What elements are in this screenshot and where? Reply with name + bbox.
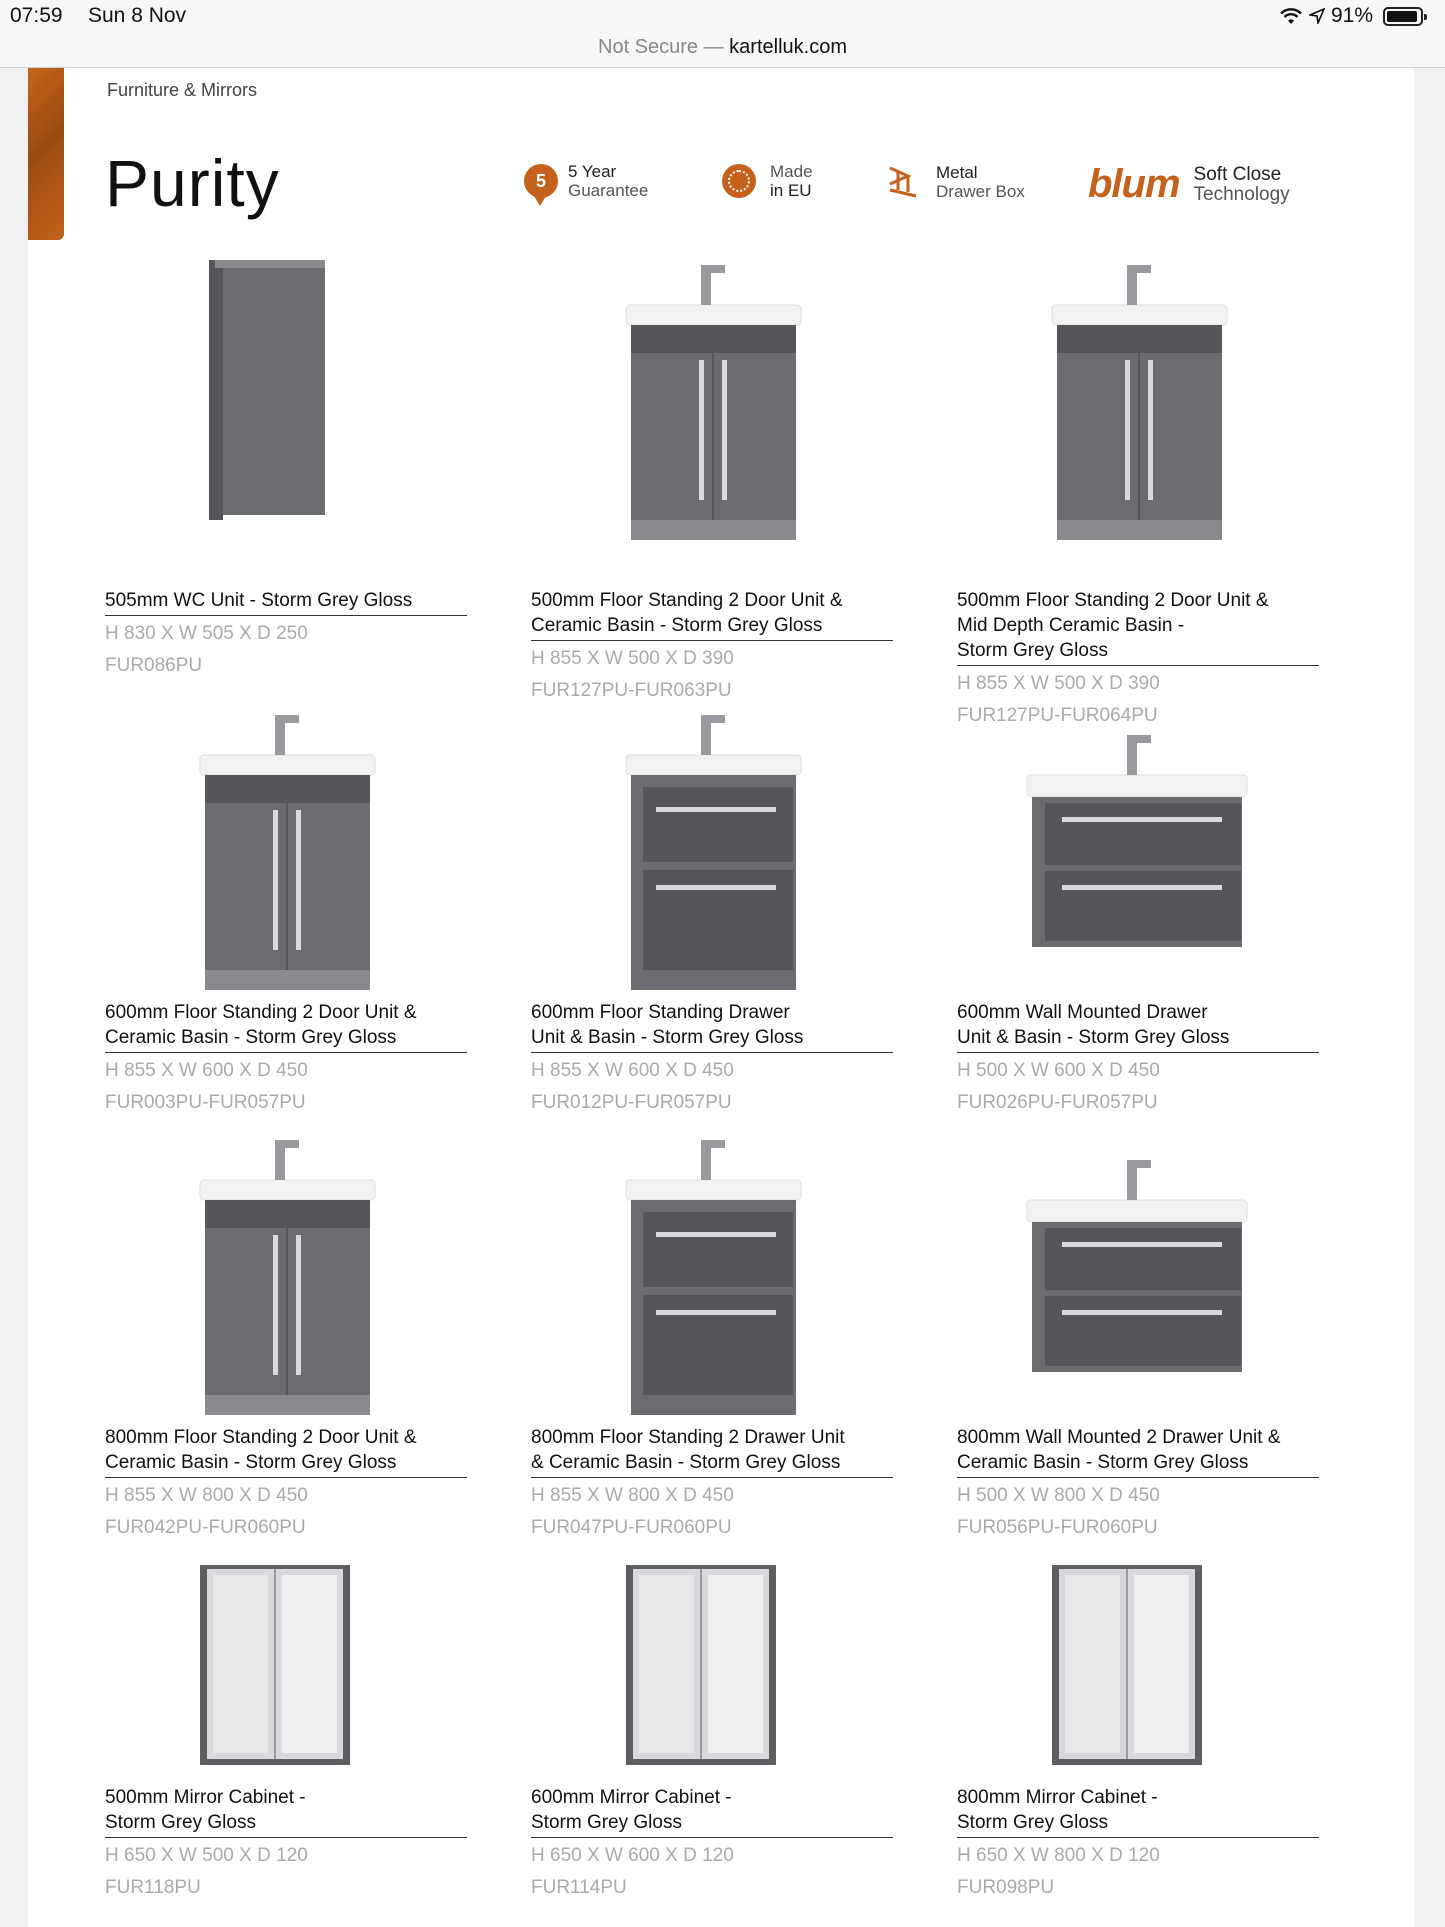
feature-guarantee-line1: 5 Year [568, 162, 617, 181]
location-icon [1309, 8, 1325, 24]
product-dimensions: H 855 X W 800 X D 450 [531, 1485, 734, 1506]
product-name[interactable] [957, 1425, 1319, 1478]
feature-softclose-line1: Soft Close [1193, 163, 1282, 185]
product-name-line: 800mm Mirror Cabinet - [957, 1787, 1158, 1808]
product-name[interactable] [531, 1000, 893, 1053]
product-name-line: 800mm Floor Standing 2 Door Unit & [105, 1427, 417, 1448]
orange-page-tab [28, 68, 64, 240]
product-dimensions: H 855 X W 600 X D 450 [105, 1060, 308, 1081]
product-image[interactable] [105, 245, 467, 580]
breadcrumb: Furniture & Mirrors [107, 80, 258, 100]
product-name-line: 800mm Wall Mounted 2 Drawer Unit & [957, 1427, 1281, 1448]
product-dimensions: H 855 X W 600 X D 450 [531, 1060, 734, 1081]
five-year-badge-icon: 5 [524, 164, 558, 198]
product-code: FUR127PU-FUR063PU [531, 680, 732, 701]
product-name-line: Storm Grey Gloss [957, 640, 1108, 661]
product-name[interactable] [531, 1425, 893, 1478]
product-code: FUR118PU [105, 1877, 201, 1898]
battery-icon [1383, 7, 1423, 26]
product-code: FUR056PU-FUR060PU [957, 1517, 1158, 1538]
product-code: FUR114PU [531, 1877, 627, 1898]
product-image[interactable] [957, 1555, 1319, 1780]
product-dimensions: H 650 X W 600 X D 120 [531, 1845, 734, 1866]
product-name-line: Storm Grey Gloss [105, 1812, 256, 1833]
wifi-icon [1279, 7, 1303, 25]
product-name[interactable] [105, 1425, 467, 1478]
product-name[interactable] [957, 588, 1319, 666]
address-bar[interactable] [0, 34, 1445, 68]
product-name-line: 600mm Wall Mounted Drawer [957, 1002, 1208, 1023]
product-name-line: Ceramic Basin - Storm Grey Gloss [105, 1027, 397, 1048]
feature-metal-line1: Metal [936, 163, 978, 182]
product-name-line: 500mm Floor Standing 2 Door Unit & [957, 590, 1269, 611]
not-secure-label: Not Secure — [598, 36, 724, 58]
product-image[interactable] [957, 1120, 1319, 1435]
product-image[interactable] [531, 245, 893, 580]
product-name[interactable] [105, 588, 467, 616]
feature-softclose-line2: Technology [1193, 183, 1290, 205]
product-name-line: Ceramic Basin - Storm Grey Gloss [957, 1452, 1249, 1473]
product-name-line: Ceramic Basin - Storm Grey Gloss [531, 615, 823, 636]
product-dimensions: H 855 X W 800 X D 450 [105, 1485, 308, 1506]
product-dimensions: H 500 X W 600 X D 450 [957, 1060, 1160, 1081]
product-name-line: Mid Depth Ceramic Basin - [957, 615, 1185, 636]
status-date: Sun 8 Nov [88, 4, 187, 27]
product-dimensions: H 650 X W 800 X D 120 [957, 1845, 1160, 1866]
product-dimensions: H 830 X W 505 X D 250 [105, 623, 308, 644]
product-name-line: 600mm Floor Standing Drawer [531, 1002, 790, 1023]
feature-guarantee-line2: Guarantee [568, 181, 649, 200]
feature-metal-line2: Drawer Box [936, 182, 1025, 201]
product-dimensions: H 855 X W 500 X D 390 [957, 673, 1160, 694]
page-title: Purity [105, 146, 280, 220]
product-image[interactable] [531, 1555, 893, 1780]
product-name[interactable] [105, 1785, 467, 1838]
product-name[interactable] [105, 1000, 467, 1053]
feature-metal-drawer [886, 162, 1025, 202]
product-name[interactable] [957, 1000, 1319, 1053]
product-code: FUR086PU [105, 655, 203, 676]
product-image[interactable] [105, 695, 467, 1010]
battery-percent: 91% [1330, 4, 1373, 27]
product-name-line: 800mm Floor Standing 2 Drawer Unit [531, 1427, 845, 1448]
product-dimensions: H 855 X W 500 X D 390 [531, 648, 734, 669]
product-name-line: 500mm Mirror Cabinet - [105, 1787, 306, 1808]
feature-guarantee [524, 162, 648, 200]
product-image[interactable] [957, 695, 1319, 1010]
feature-eu-line2: in EU [770, 181, 812, 200]
product-name-line: 500mm Floor Standing 2 Door Unit & [531, 590, 843, 611]
blum-logo: blum [1088, 162, 1180, 206]
made-in-eu-icon [722, 164, 756, 198]
product-image[interactable] [105, 1555, 467, 1780]
product-name[interactable] [531, 588, 893, 641]
product-name-line: Unit & Basin - Storm Grey Gloss [957, 1027, 1230, 1048]
metal-drawer-icon [886, 162, 922, 202]
product-name-line: Unit & Basin - Storm Grey Gloss [531, 1027, 804, 1048]
product-code: FUR003PU-FUR057PU [105, 1092, 306, 1113]
product-code: FUR127PU-FUR064PU [957, 705, 1158, 726]
product-name-line: 505mm WC Unit - Storm Grey Gloss [105, 590, 413, 611]
product-name-line: 600mm Mirror Cabinet - [531, 1787, 732, 1808]
product-name-line: Storm Grey Gloss [531, 1812, 682, 1833]
feature-soft-close [1088, 162, 1290, 207]
product-name-line: Ceramic Basin - Storm Grey Gloss [105, 1452, 397, 1473]
status-right [1279, 4, 1423, 28]
feature-made-in-eu [722, 162, 813, 200]
product-name-line: & Ceramic Basin - Storm Grey Gloss [531, 1452, 841, 1473]
product-code: FUR026PU-FUR057PU [957, 1092, 1158, 1113]
product-image[interactable] [531, 695, 893, 1010]
product-image[interactable] [531, 1120, 893, 1435]
product-name[interactable] [957, 1785, 1319, 1838]
status-bar [0, 0, 1445, 34]
domain-label: kartelluk.com [729, 36, 847, 58]
product-code: FUR047PU-FUR060PU [531, 1517, 732, 1538]
product-code: FUR098PU [957, 1877, 1055, 1898]
product-image[interactable] [105, 1120, 467, 1435]
product-code: FUR012PU-FUR057PU [531, 1092, 732, 1113]
product-name-line: 600mm Floor Standing 2 Door Unit & [105, 1002, 417, 1023]
status-time: 07:59 [10, 4, 63, 27]
product-dimensions: H 650 X W 500 X D 120 [105, 1845, 308, 1866]
product-name[interactable] [531, 1785, 893, 1838]
product-dimensions: H 500 X W 800 X D 450 [957, 1485, 1160, 1506]
product-image[interactable] [957, 245, 1319, 580]
product-name-line: Storm Grey Gloss [957, 1812, 1108, 1833]
feature-eu-line1: Made [770, 162, 813, 181]
product-code: FUR042PU-FUR060PU [105, 1517, 306, 1538]
